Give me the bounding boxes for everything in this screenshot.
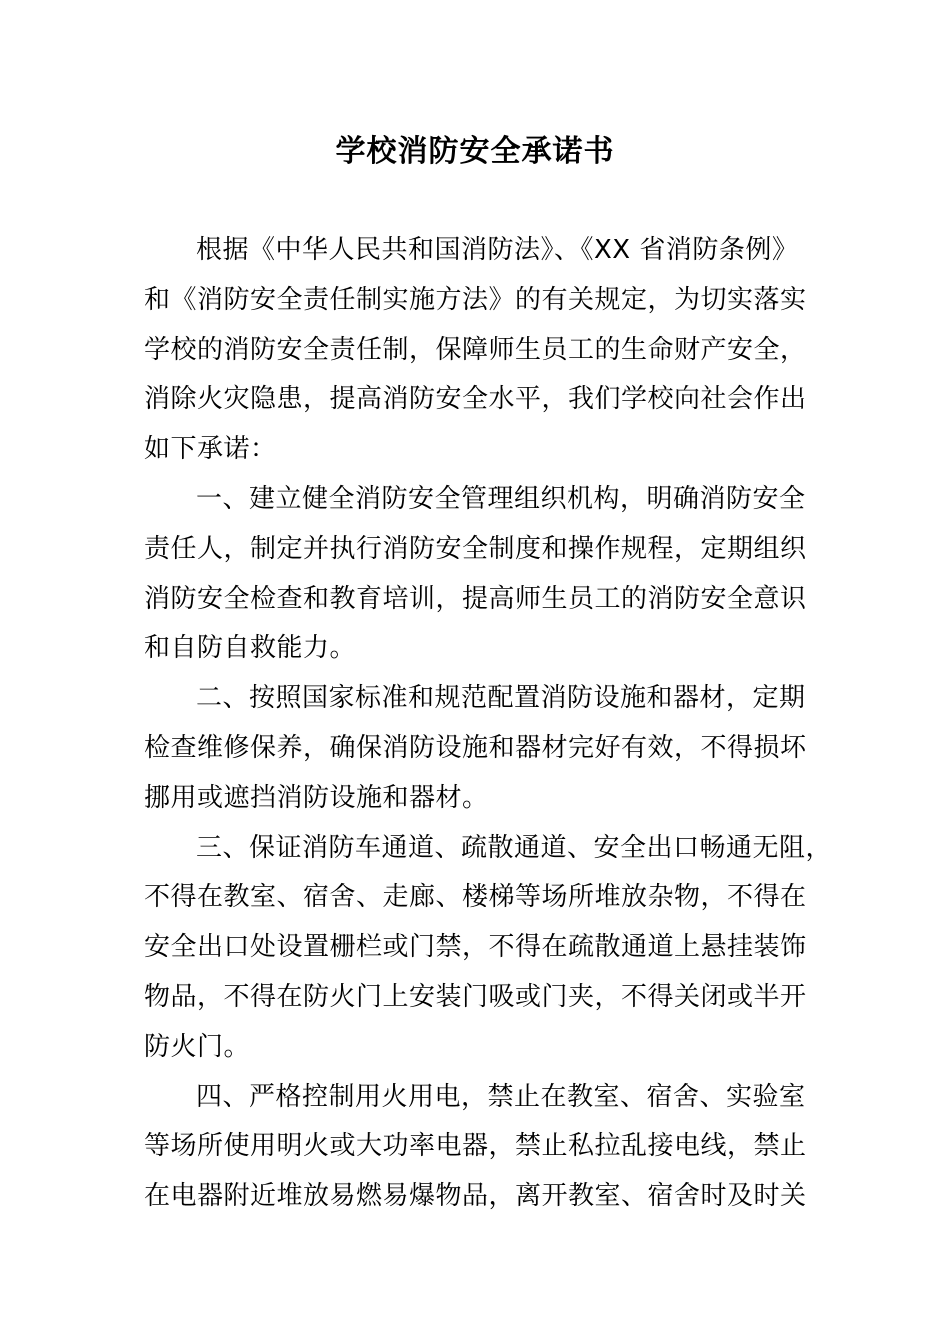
paragraph-item-3-line: 物品，不得在防火门上安装门吸或门夹，不得关闭或半开 (144, 981, 807, 1012)
paragraph-intro-line: 学校的消防安全责任制，保障师生员工的生命财产安全， (144, 334, 807, 365)
paragraph-item-3-line: 防火门。 (144, 1031, 251, 1062)
paragraph-item-2-line: 挪用或遮挡消防设施和器材。 (144, 782, 489, 813)
paragraph-item-3-line: 安全出口处设置栅栏或门禁，不得在疏散通道上悬挂装饰 (144, 932, 807, 963)
document-body (144, 226, 834, 1222)
paragraph-item-3-line: 不得在教室、宿舍、走廊、楼梯等场所堆放杂物，不得在 (144, 882, 807, 913)
paragraph-item-4-line: 等场所使用明火或大功率电器，禁止私拉乱接电线，禁止 (144, 1131, 807, 1162)
paragraph-intro-line: 和《消防安全责任制实施方法》的有关规定，为切实落实 (144, 284, 807, 315)
paragraph-item-1-line: 和自防自救能力。 (144, 633, 357, 664)
paragraph-item-1-line: 消防安全检查和教育培训，提高师生员工的消防安全意识 (144, 583, 807, 614)
paragraph-intro-line: 根据《中华人民共和国消防法》、《XX 省消防条例》 (196, 235, 799, 265)
paragraph-item-2-line: 二、按照国家标准和规范配置消防设施和器材，定期 (196, 683, 806, 714)
paragraph-intro-line: 如下承诺： (144, 434, 277, 465)
paragraph-item-1-line: 责任人，制定并执行消防安全制度和操作规程，定期组织 (144, 533, 807, 564)
paragraph-item-4-line: 四、严格控制用火用电，禁止在教室、宿舍、实验室 (196, 1081, 806, 1112)
paragraph-item-2-line: 检查维修保养，确保消防设施和器材完好有效，不得损坏 (144, 732, 807, 763)
paragraph-item-4-line: 在电器附近堆放易燃易爆物品，离开教室、宿舍时及时关 (144, 1181, 807, 1212)
paragraph-item-3-line: 三、保证消防车通道、疏散通道、安全出口畅通无阻， (196, 832, 833, 863)
paragraph-item-1-line: 一、建立健全消防安全管理组织机构，明确消防安全 (196, 483, 806, 514)
document-title: 学校消防安全承诺书 (335, 134, 615, 169)
paragraph-intro-line: 消除火灾隐患，提高消防安全水平，我们学校向社会作出 (144, 384, 807, 415)
